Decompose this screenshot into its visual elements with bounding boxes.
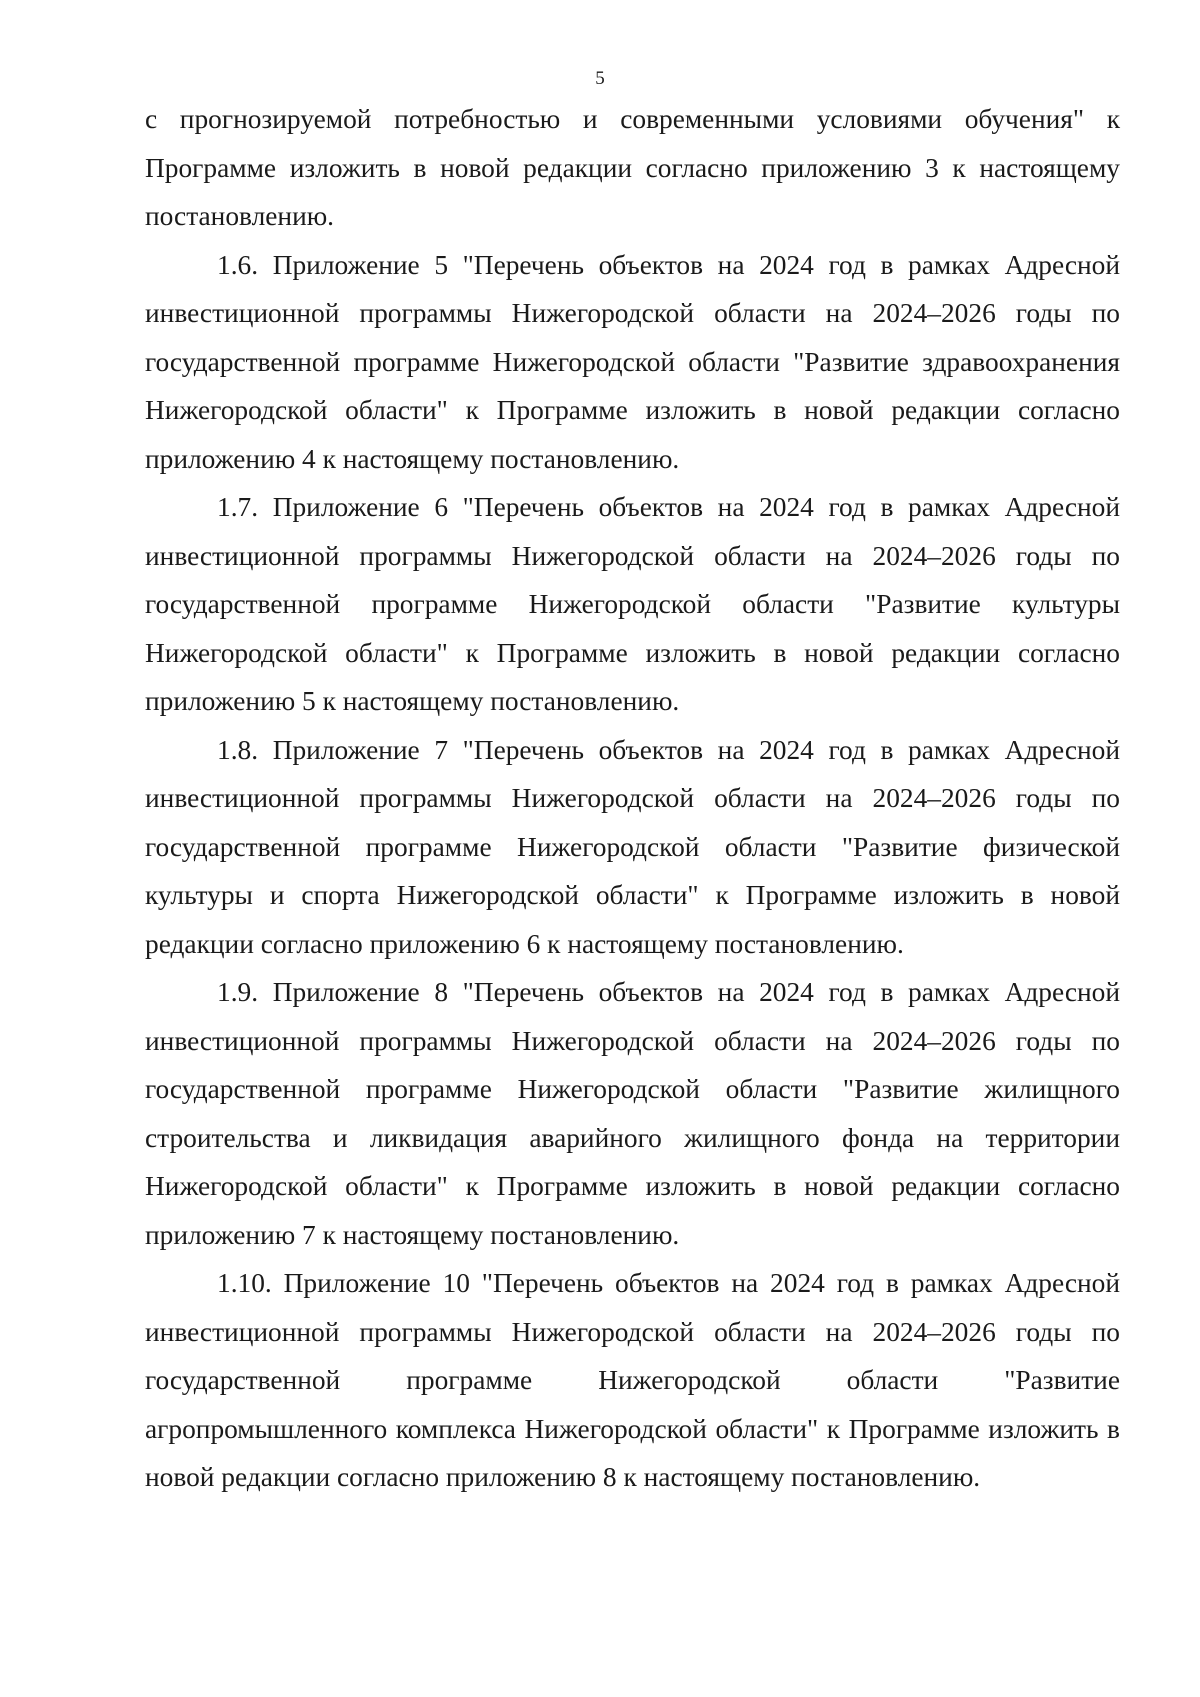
document-body <box>145 95 1120 1502</box>
paragraph-item-1-7: 1.7. Приложение 6 "Перечень объектов на 2024 год в рамках Адресной инвестиционной программы Нижегородской области на 2024–2026 годы по государственной программе Нижегородской области "Развитие культуры Нижегородской области" к Программе изложить в новой редакции согласно приложению 5 к настоящему постановлению. <box>145 492 1120 716</box>
paragraph-item-1-8: 1.8. Приложение 7 "Перечень объектов на 2024 год в рамках Адресной инвестиционной программы Нижегородской области на 2024–2026 годы по государственной программе Нижегородской области "Развитие физической культуры и спорта Нижегородской области" к Программе изложить в новой редакции согласно приложению 6 к настоящему постановлению. <box>145 734 1120 959</box>
paragraph-item-1-6: 1.6. Приложение 5 "Перечень объектов на 2024 год в рамках Адресной инвестиционной программы Нижегородской области на 2024–2026 годы по государственной программе Нижегородской области "Развитие здравоохранения Нижегородской области" к Программе изложить в новой редакции согласно приложению 4 к настоящему постановлению. <box>145 249 1120 474</box>
paragraph-continuation: с прогнозируемой потребностью и современными условиями обучения" к Программе изложить в новой редакции согласно приложению 3 к настоящему постановлению. <box>145 104 1120 231</box>
paragraph-item-1-10: 1.10. Приложение 10 "Перечень объектов на 2024 год в рамках Адресной инвестиционной программы Нижегородской области на 2024–2026 годы по государственной программе Нижегородской области "Развитие агропромышленного комплекса Нижегородской области" к Программе изложить в новой редакции согласно приложению 8 к настоящему постановлению. <box>145 1268 1120 1492</box>
page-number: 5 <box>595 68 605 89</box>
paragraph-item-1-9: 1.9. Приложение 8 "Перечень объектов на 2024 год в рамках Адресной инвестиционной программы Нижегородской области на 2024–2026 годы по государственной программе Нижегородской области "Развитие жилищного строительства и ликвидация аварийного жилищного фонда на территории Нижегородской области" к Программе изложить в новой редакции согласно приложению 7 к настоящему постановлению. <box>145 977 1120 1250</box>
